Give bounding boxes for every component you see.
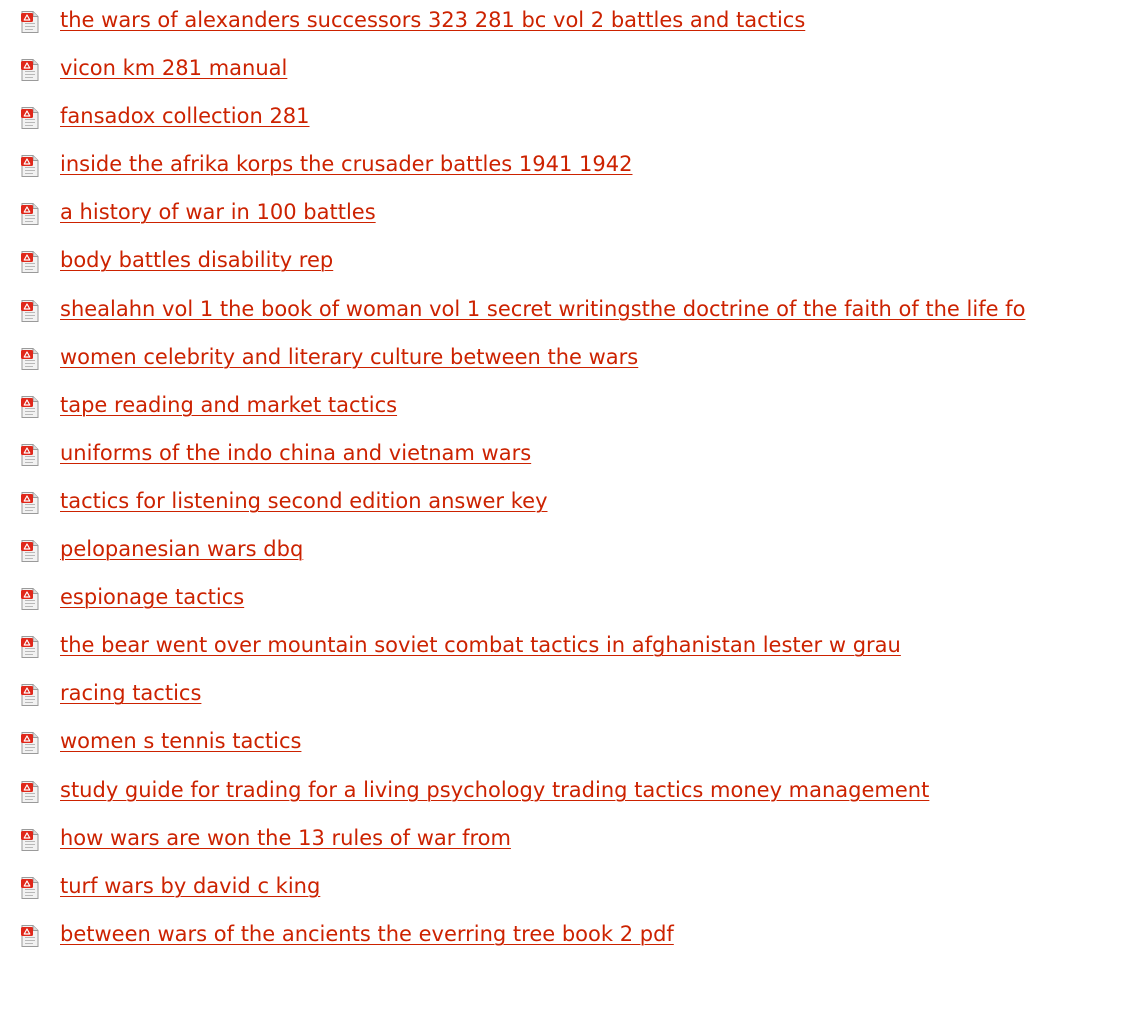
pdf-file-icon	[21, 636, 39, 658]
document-link[interactable]: tape reading and market tactics	[60, 392, 398, 417]
pdf-file-icon	[21, 925, 39, 947]
list-item	[0, 577, 1138, 625]
list-item	[0, 337, 1138, 385]
pdf-file-icon	[21, 444, 39, 466]
document-link[interactable]: pelopanesian wars dbq	[60, 537, 304, 562]
pdf-file-icon	[21, 540, 39, 562]
document-link[interactable]: how wars are won the 13 rules of war from	[60, 825, 511, 850]
pdf-file-icon	[21, 684, 39, 706]
pdf-file-icon	[21, 781, 39, 803]
list-item	[0, 818, 1138, 866]
document-link[interactable]: racing tactics	[60, 681, 202, 706]
document-link[interactable]: the bear went over mountain soviet combat tactics in afghanistan lester w grau	[60, 633, 901, 658]
list-item	[0, 289, 1138, 337]
document-link[interactable]: body battles disability rep	[60, 248, 334, 273]
list-item	[0, 529, 1138, 577]
list-item	[0, 625, 1138, 673]
document-link[interactable]: uniforms of the indo china and vietnam wars	[60, 440, 532, 465]
list-item	[0, 240, 1138, 288]
document-link[interactable]: women s tennis tactics	[60, 729, 302, 754]
pdf-file-icon	[21, 251, 39, 273]
document-link[interactable]: espionage tactics	[60, 585, 245, 610]
document-link[interactable]: between wars of the ancients the everring tree book 2 pdf	[60, 921, 674, 946]
document-link[interactable]: a history of war in 100 battles	[60, 200, 376, 225]
pdf-file-icon	[21, 588, 39, 610]
document-link[interactable]: turf wars by david c king	[60, 873, 321, 898]
pdf-file-icon	[21, 59, 39, 81]
list-item	[0, 385, 1138, 433]
list-item	[0, 96, 1138, 144]
document-link[interactable]: the wars of alexanders successors 323 281 bc vol 2 battles and tactics	[60, 8, 806, 32]
list-item	[0, 0, 1138, 48]
list-item	[0, 433, 1138, 481]
pdf-file-icon	[21, 829, 39, 851]
pdf-file-icon	[21, 877, 39, 899]
list-item	[0, 914, 1138, 962]
list-item	[0, 721, 1138, 769]
pdf-file-icon	[21, 107, 39, 129]
document-link[interactable]: shealahn vol 1 the book of woman vol 1 secret writingsthe doctrine of the faith of the life fo	[60, 296, 1026, 321]
pdf-file-icon	[21, 492, 39, 514]
pdf-file-icon	[21, 155, 39, 177]
pdf-file-icon	[21, 300, 39, 322]
document-link[interactable]: vicon km 281 manual	[60, 56, 288, 81]
document-link[interactable]: women celebrity and literary culture between the wars	[60, 344, 639, 369]
list-item	[0, 192, 1138, 240]
document-link[interactable]: study guide for trading for a living psychology trading tactics money management	[60, 777, 930, 802]
pdf-file-icon	[21, 396, 39, 418]
document-link[interactable]: tactics for listening second edition answer key	[60, 488, 548, 513]
document-link[interactable]: inside the afrika korps the crusader battles 1941 1942	[60, 152, 633, 177]
list-item	[0, 48, 1138, 96]
list-item	[0, 481, 1138, 529]
list-item	[0, 770, 1138, 818]
list-item	[0, 144, 1138, 192]
pdf-file-icon	[21, 203, 39, 225]
list-item	[0, 866, 1138, 914]
pdf-file-icon	[21, 11, 39, 33]
document-link[interactable]: fansadox collection 281	[60, 104, 310, 129]
list-item	[0, 673, 1138, 721]
pdf-file-icon	[21, 348, 39, 370]
pdf-file-icon	[21, 732, 39, 754]
